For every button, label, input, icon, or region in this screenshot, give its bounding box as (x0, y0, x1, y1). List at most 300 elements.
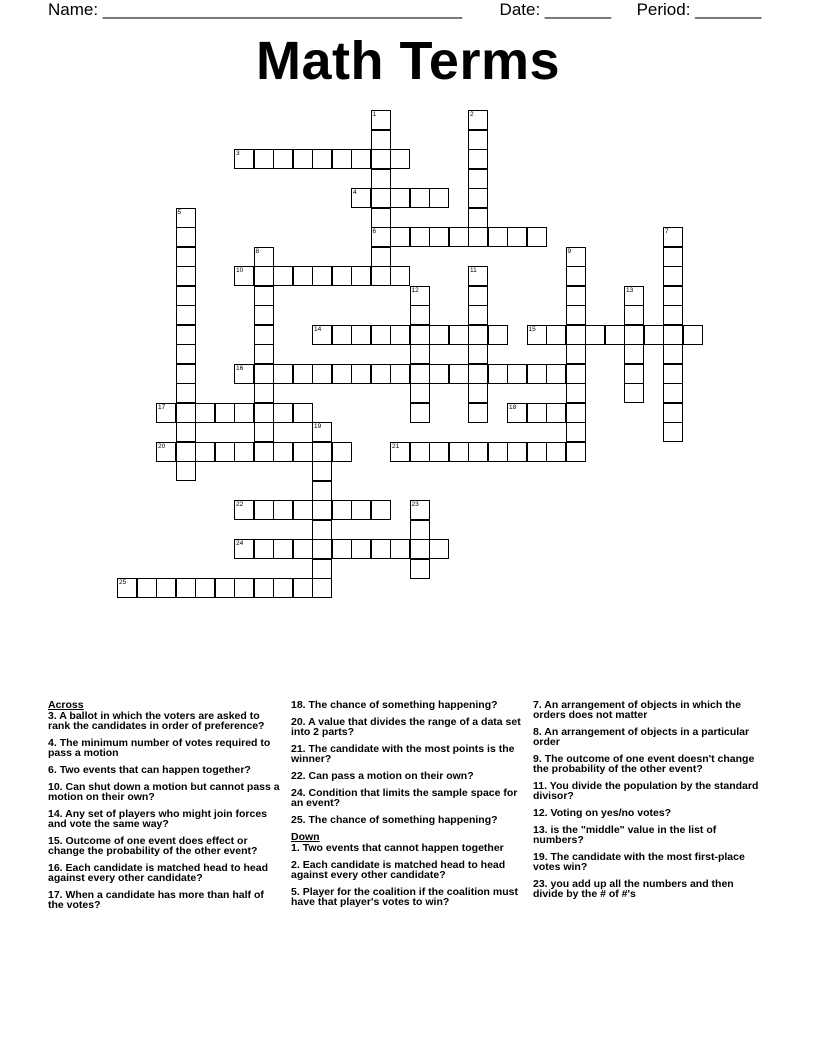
cell-number: 1 (372, 111, 377, 118)
grid-cell[interactable] (312, 500, 332, 520)
clue-text: you add up all the numbers and then divide by the # of #'s (533, 878, 734, 900)
grid-cell[interactable] (176, 344, 196, 364)
clue-number: 14. (48, 808, 66, 820)
grid-cell[interactable] (624, 286, 644, 306)
across-clue (291, 717, 523, 737)
grid-cell[interactable] (488, 325, 508, 345)
grid-cell[interactable] (624, 344, 644, 364)
grid-cell[interactable] (468, 149, 488, 169)
clue-number: 24. (291, 787, 309, 799)
grid-cell[interactable] (410, 539, 430, 559)
grid-cell[interactable] (254, 500, 274, 520)
grid-cell[interactable] (293, 149, 313, 169)
across-clue (291, 700, 523, 710)
cell-number: 23 (411, 501, 419, 508)
grid-cell[interactable] (449, 364, 469, 384)
grid-cell[interactable] (507, 403, 527, 423)
grid-cell[interactable] (410, 286, 430, 306)
grid-cell[interactable] (234, 149, 254, 169)
grid-cell[interactable] (254, 305, 274, 325)
grid-cell[interactable] (254, 383, 274, 403)
across-clue (291, 771, 523, 781)
grid-cell[interactable] (468, 110, 488, 130)
grid-cell[interactable] (644, 325, 664, 345)
grid-cell[interactable] (254, 578, 274, 598)
grid-cell[interactable] (273, 364, 293, 384)
grid-cell[interactable] (468, 403, 488, 423)
grid-cell[interactable] (663, 344, 683, 364)
clue-number: 13. (533, 824, 551, 836)
grid-cell[interactable] (390, 442, 410, 462)
clue-number: 4. (48, 737, 60, 749)
grid-cell[interactable] (585, 325, 605, 345)
grid-cell[interactable] (468, 344, 488, 364)
clue-number: 22. (291, 770, 309, 782)
student-info-header (48, 0, 761, 20)
grid-cell[interactable] (410, 442, 430, 462)
grid-cell[interactable] (410, 305, 430, 325)
clue-number: 9. (533, 753, 545, 765)
grid-cell[interactable] (312, 149, 332, 169)
grid-cell[interactable] (566, 305, 586, 325)
grid-cell[interactable] (371, 227, 391, 247)
grid-cell[interactable] (488, 364, 508, 384)
grid-cell[interactable] (371, 266, 391, 286)
grid-cell[interactable] (312, 325, 332, 345)
grid-cell[interactable] (332, 149, 352, 169)
grid-cell[interactable] (312, 461, 332, 481)
grid-cell[interactable] (351, 325, 371, 345)
date-field[interactable]: Date: _______ (499, 0, 612, 19)
grid-cell[interactable] (273, 442, 293, 462)
clue-number: 16. (48, 862, 66, 874)
grid-cell[interactable] (566, 364, 586, 384)
across-clue (48, 809, 280, 829)
grid-cell[interactable] (176, 208, 196, 228)
clue-text: The candidate with the most first-place votes win? (533, 851, 745, 873)
grid-cell[interactable] (156, 403, 176, 423)
grid-cell[interactable] (176, 286, 196, 306)
grid-cell[interactable] (410, 383, 430, 403)
grid-cell[interactable] (254, 364, 274, 384)
grid-cell[interactable] (468, 208, 488, 228)
grid-cell[interactable] (254, 266, 274, 286)
grid-cell[interactable] (351, 188, 371, 208)
down-clue (291, 860, 523, 880)
grid-cell[interactable] (410, 227, 430, 247)
grid-cell[interactable] (312, 266, 332, 286)
cell-number: 19 (314, 423, 322, 430)
clue-text: A value that divides the range of a data set into 2 parts? (291, 716, 521, 738)
clue-number: 21. (291, 743, 309, 755)
clue-text: The outcome of one event doesn't change the probability of the other event? (533, 753, 755, 775)
grid-cell[interactable] (371, 188, 391, 208)
cell-number: 4 (353, 189, 357, 196)
across-clue (291, 815, 523, 825)
grid-cell[interactable] (176, 305, 196, 325)
grid-cell[interactable] (254, 149, 274, 169)
clue-number: 1. (291, 842, 303, 854)
clue-number: 2. (291, 859, 303, 871)
grid-cell[interactable] (254, 325, 274, 345)
grid-cell[interactable] (527, 442, 547, 462)
grid-cell[interactable] (234, 442, 254, 462)
grid-cell[interactable] (293, 403, 313, 423)
grid-cell[interactable] (566, 286, 586, 306)
grid-cell[interactable] (234, 403, 254, 423)
period-field[interactable]: Period: _______ (636, 0, 762, 19)
grid-cell[interactable] (176, 266, 196, 286)
grid-cell[interactable] (488, 227, 508, 247)
grid-cell[interactable] (176, 247, 196, 267)
grid-cell[interactable] (507, 227, 527, 247)
grid-cell[interactable] (468, 130, 488, 150)
grid-cell[interactable] (176, 442, 196, 462)
grid-cell[interactable] (624, 305, 644, 325)
grid-cell[interactable] (293, 500, 313, 520)
grid-cell[interactable] (312, 559, 332, 579)
down-clue-list-continued (533, 700, 765, 899)
grid-cell[interactable] (410, 325, 430, 345)
grid-cell[interactable] (429, 227, 449, 247)
grid-cell[interactable] (312, 520, 332, 540)
grid-cell[interactable] (176, 578, 196, 598)
across-clue (291, 788, 523, 808)
grid-cell[interactable] (468, 442, 488, 462)
grid-cell[interactable] (195, 403, 215, 423)
grid-cell[interactable] (527, 227, 547, 247)
across-heading: Across (48, 699, 84, 711)
clue-text: When a candidate has more than half of the votes? (48, 889, 264, 911)
clues-column-1 (48, 700, 280, 917)
down-clue (291, 843, 523, 853)
grid-cell[interactable] (468, 383, 488, 403)
grid-cell[interactable] (351, 539, 371, 559)
grid-cell[interactable] (234, 500, 254, 520)
grid-cell[interactable] (312, 422, 332, 442)
grid-cell[interactable] (312, 578, 332, 598)
clue-text: Each candidate is matched head to head against every other candidate? (291, 859, 506, 881)
cell-number: 13 (626, 286, 634, 294)
clue-text: Can shut down a motion but cannot pass a motion on their own? (48, 781, 280, 803)
grid-cell[interactable] (663, 403, 683, 423)
grid-cell[interactable] (351, 500, 371, 520)
grid-cell[interactable] (546, 364, 566, 384)
grid-cell[interactable] (234, 539, 254, 559)
grid-cell[interactable] (449, 227, 469, 247)
clue-text: You divide the population by the standard divisor? (533, 780, 759, 802)
grid-cell[interactable] (156, 442, 176, 462)
clue-number: 23. (533, 878, 551, 890)
across-clue (48, 890, 280, 910)
grid-cell[interactable] (429, 442, 449, 462)
grid-cell[interactable] (468, 325, 488, 345)
name-field[interactable]: Name: ______________________________________ (48, 0, 463, 19)
across-clue (48, 738, 280, 758)
clue-text: An arrangement of objects in which the orders does not matter (533, 699, 741, 721)
grid-cell[interactable] (410, 559, 430, 579)
grid-cell[interactable] (371, 500, 391, 520)
grid-cell[interactable] (273, 578, 293, 598)
grid-cell[interactable] (371, 539, 391, 559)
grid-cell[interactable] (663, 383, 683, 403)
grid-cell[interactable] (566, 325, 586, 345)
cell-number: 8 (255, 247, 260, 255)
grid-cell[interactable] (410, 364, 430, 384)
grid-cell[interactable] (215, 403, 235, 423)
grid-cell[interactable] (332, 325, 352, 345)
grid-cell[interactable] (117, 578, 137, 598)
cell-number: 2 (470, 111, 474, 118)
grid-cell[interactable] (566, 442, 586, 462)
clue-text: Player for the coalition if the coalition must have that player's votes to win? (291, 886, 518, 908)
grid-cell[interactable] (488, 442, 508, 462)
down-clue (533, 781, 765, 801)
grid-cell[interactable] (410, 403, 430, 423)
across-clue (48, 765, 280, 775)
grid-cell[interactable] (371, 110, 391, 130)
cell-number: 20 (158, 442, 166, 450)
grid-cell[interactable] (176, 422, 196, 442)
clue-text: Condition that limits the sample space for an event? (291, 787, 518, 809)
grid-cell[interactable] (410, 500, 430, 520)
across-clue (48, 836, 280, 856)
grid-cell[interactable] (312, 442, 332, 462)
down-clue (533, 808, 765, 818)
cell-number: 17 (158, 403, 166, 411)
grid-cell[interactable] (293, 364, 313, 384)
cell-number: 9 (567, 247, 572, 255)
clue-number: 17. (48, 889, 66, 901)
cell-number: 11 (470, 267, 477, 274)
grid-cell[interactable] (371, 208, 391, 228)
grid-cell[interactable] (410, 344, 430, 364)
grid-cell[interactable] (371, 169, 391, 189)
grid-cell[interactable] (254, 442, 274, 462)
grid-cell[interactable] (663, 422, 683, 442)
grid-cell[interactable] (332, 442, 352, 462)
grid-cell[interactable] (468, 364, 488, 384)
clue-text: Voting on yes/no votes? (550, 807, 672, 819)
cell-number: 18 (509, 403, 517, 411)
grid-cell[interactable] (663, 325, 683, 345)
grid-cell[interactable] (254, 247, 274, 267)
grid-cell[interactable] (429, 364, 449, 384)
across-clue-list (48, 711, 280, 910)
clue-text: Can pass a motion on their own? (308, 770, 474, 782)
clue-number: 15. (48, 835, 66, 847)
grid-cell[interactable] (605, 325, 625, 345)
grid-cell[interactable] (390, 149, 410, 169)
grid-cell[interactable] (624, 383, 644, 403)
grid-cell[interactable] (468, 169, 488, 189)
grid-cell[interactable] (176, 325, 196, 345)
grid-cell[interactable] (273, 266, 293, 286)
grid-cell[interactable] (663, 266, 683, 286)
grid-cell[interactable] (468, 305, 488, 325)
down-clue (533, 754, 765, 774)
grid-cell[interactable] (566, 247, 586, 267)
grid-cell[interactable] (351, 149, 371, 169)
grid-cell[interactable] (293, 266, 313, 286)
grid-cell[interactable] (273, 403, 293, 423)
cell-number: 24 (236, 540, 244, 547)
grid-cell[interactable] (566, 383, 586, 403)
across-clue-list-continued (291, 700, 523, 825)
grid-cell[interactable] (468, 266, 488, 286)
grid-cell[interactable] (371, 247, 391, 267)
grid-cell[interactable] (429, 188, 449, 208)
grid-cell[interactable] (215, 442, 235, 462)
across-clue (48, 711, 280, 731)
down-clue (533, 700, 765, 720)
clue-number: 11. (533, 780, 550, 792)
grid-cell[interactable] (449, 442, 469, 462)
cell-number: 22 (236, 501, 244, 508)
grid-cell[interactable] (663, 227, 683, 247)
grid-cell[interactable] (468, 286, 488, 306)
grid-cell[interactable] (273, 149, 293, 169)
grid-cell[interactable] (449, 325, 469, 345)
clue-text: The minimum number of votes required to pass a motion (48, 737, 271, 759)
grid-cell[interactable] (254, 403, 274, 423)
grid-cell[interactable] (351, 266, 371, 286)
clue-text: Outcome of one event does effect or change the probability of the other event? (48, 835, 258, 857)
grid-cell[interactable] (215, 578, 235, 598)
grid-cell[interactable] (410, 188, 430, 208)
grid-cell[interactable] (176, 227, 196, 247)
grid-cell[interactable] (195, 578, 215, 598)
clue-text: Two events that cannot happen together (302, 842, 504, 854)
grid-cell[interactable] (371, 130, 391, 150)
grid-cell[interactable] (351, 364, 371, 384)
down-clue-list (291, 843, 523, 907)
clue-number: 12. (533, 807, 551, 819)
grid-cell[interactable] (507, 364, 527, 384)
clue-number: 8. (533, 726, 545, 738)
grid-cell[interactable] (137, 578, 157, 598)
grid-cell[interactable] (663, 305, 683, 325)
grid-cell[interactable] (176, 403, 196, 423)
grid-cell[interactable] (371, 325, 391, 345)
grid-cell[interactable] (663, 247, 683, 267)
grid-cell[interactable] (390, 188, 410, 208)
grid-cell[interactable] (254, 539, 274, 559)
clue-number: 5. (291, 886, 303, 898)
grid-cell[interactable] (390, 325, 410, 345)
grid-cell[interactable] (156, 578, 176, 598)
grid-cell[interactable] (254, 286, 274, 306)
down-clue (533, 852, 765, 872)
grid-cell[interactable] (371, 149, 391, 169)
down-clue (533, 727, 765, 747)
grid-cell[interactable] (546, 403, 566, 423)
grid-cell[interactable] (293, 442, 313, 462)
grid-cell[interactable] (254, 422, 274, 442)
cell-number: 15 (528, 325, 536, 333)
clue-number: 25. (291, 814, 309, 826)
grid-cell[interactable] (273, 500, 293, 520)
grid-cell[interactable] (273, 539, 293, 559)
grid-cell[interactable] (234, 266, 254, 286)
grid-cell[interactable] (176, 461, 196, 481)
grid-cell[interactable] (312, 539, 332, 559)
grid-cell[interactable] (390, 266, 410, 286)
clue-text: The chance of something happening? (308, 699, 498, 711)
clue-text: Any set of players who might join forces and vote the same way? (48, 808, 267, 830)
grid-cell[interactable] (566, 266, 586, 286)
cell-number: 25 (119, 579, 127, 586)
grid-cell[interactable] (390, 227, 410, 247)
grid-cell[interactable] (663, 364, 683, 384)
grid-cell[interactable] (176, 364, 196, 384)
grid-cell[interactable] (410, 520, 430, 540)
grid-cell[interactable] (429, 325, 449, 345)
grid-cell[interactable] (234, 578, 254, 598)
grid-cell[interactable] (234, 364, 254, 384)
grid-cell[interactable] (468, 188, 488, 208)
grid-cell[interactable] (683, 325, 703, 345)
across-clue (291, 744, 523, 764)
across-clue (48, 782, 280, 802)
grid-cell[interactable] (546, 325, 566, 345)
clue-number: 3. (48, 710, 60, 722)
cell-number: 10 (236, 267, 244, 274)
down-clue (533, 825, 765, 845)
grid-cell[interactable] (468, 227, 488, 247)
clues-column-3 (533, 700, 765, 906)
clue-number: 20. (291, 716, 309, 728)
clue-number: 19. (533, 851, 551, 863)
clue-number: 6. (48, 764, 60, 776)
grid-cell[interactable] (624, 364, 644, 384)
clue-text: An arrangement of objects in a particular order (533, 726, 750, 748)
clue-text: Each candidate is matched head to head against every other candidate? (48, 862, 268, 884)
grid-cell[interactable] (527, 364, 547, 384)
grid-cell[interactable] (312, 364, 332, 384)
grid-cell[interactable] (429, 539, 449, 559)
grid-cell[interactable] (371, 364, 391, 384)
grid-cell[interactable] (566, 422, 586, 442)
grid-cell[interactable] (566, 344, 586, 364)
grid-cell[interactable] (312, 481, 332, 501)
grid-cell[interactable] (507, 442, 527, 462)
down-heading: Down (291, 831, 320, 843)
grid-cell[interactable] (390, 539, 410, 559)
grid-cell[interactable] (663, 286, 683, 306)
grid-cell[interactable] (527, 325, 547, 345)
grid-cell[interactable] (195, 442, 215, 462)
clue-number: 7. (533, 699, 545, 711)
grid-cell[interactable] (624, 325, 644, 345)
grid-cell[interactable] (566, 403, 586, 423)
clue-text: A ballot in which the voters are asked to rank the candidates in order of preference? (48, 710, 265, 732)
grid-cell[interactable] (254, 344, 274, 364)
grid-cell[interactable] (332, 364, 352, 384)
grid-cell[interactable] (176, 383, 196, 403)
down-clue (533, 879, 765, 899)
grid-cell[interactable] (332, 266, 352, 286)
grid-cell[interactable] (332, 539, 352, 559)
cell-number: 6 (372, 228, 377, 235)
grid-cell[interactable] (390, 364, 410, 384)
grid-cell[interactable] (332, 500, 352, 520)
grid-cell[interactable] (546, 442, 566, 462)
grid-cell[interactable] (293, 539, 313, 559)
grid-cell[interactable] (527, 403, 547, 423)
grid-cell[interactable] (293, 578, 313, 598)
cell-number: 3 (236, 150, 240, 157)
